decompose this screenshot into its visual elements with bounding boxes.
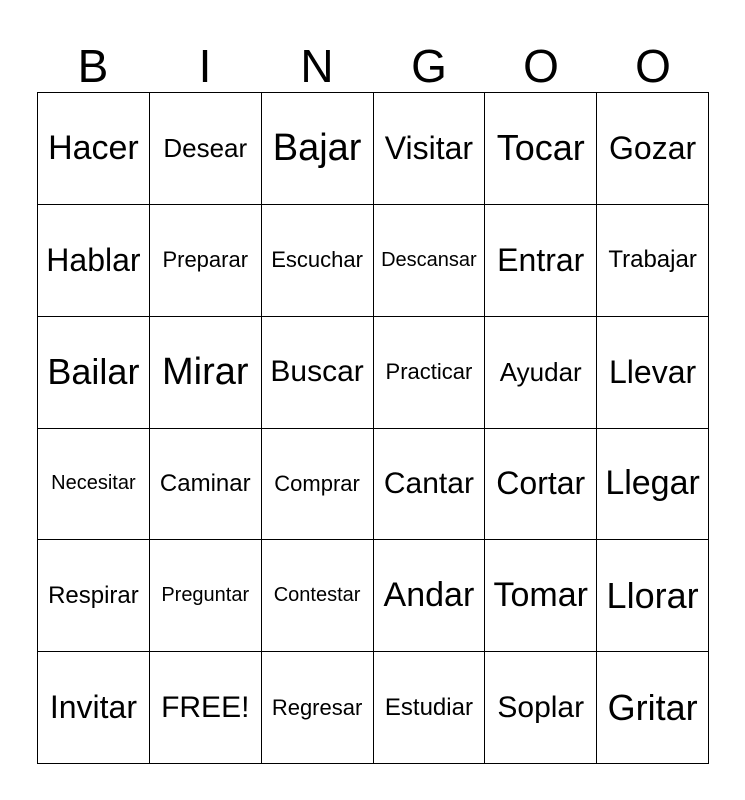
- bingo-cell: Comprar: [262, 429, 374, 541]
- bingo-cell: Llorar: [597, 540, 709, 652]
- bingo-cell: Practicar: [374, 317, 486, 429]
- bingo-cell: Andar: [374, 540, 486, 652]
- bingo-cell: Estudiar: [374, 652, 486, 764]
- bingo-cell: Cantar: [374, 429, 486, 541]
- bingo-cell: Visitar: [374, 93, 486, 205]
- header-letter-o-2: O: [635, 40, 671, 92]
- bingo-cell: Bailar: [38, 317, 150, 429]
- bingo-cell: Ayudar: [485, 317, 597, 429]
- bingo-cell: Tocar: [485, 93, 597, 205]
- bingo-cell: Llegar: [597, 429, 709, 541]
- bingo-cell: Entrar: [485, 205, 597, 317]
- bingo-cell: Hacer: [38, 93, 150, 205]
- bingo-cell: Regresar: [262, 652, 374, 764]
- bingo-card: [37, 92, 709, 764]
- bingo-cell: Soplar: [485, 652, 597, 764]
- bingo-cell: Desear: [150, 93, 262, 205]
- bingo-cell: Contestar: [262, 540, 374, 652]
- bingo-cell: Mirar: [150, 317, 262, 429]
- bingo-cell: Hablar: [38, 205, 150, 317]
- bingo-cell: Respirar: [38, 540, 150, 652]
- bingo-cell: Invitar: [38, 652, 150, 764]
- header-letter-n: N: [300, 40, 334, 92]
- bingo-cell: Caminar: [150, 429, 262, 541]
- bingo-cell: Escuchar: [262, 205, 374, 317]
- bingo-cell: Bajar: [262, 93, 374, 205]
- bingo-cell: Cortar: [485, 429, 597, 541]
- header-letter-b: B: [77, 40, 109, 92]
- header-letter-g: G: [411, 40, 447, 92]
- bingo-cell: Preparar: [150, 205, 262, 317]
- bingo-cell-free: FREE!: [150, 652, 262, 764]
- bingo-cell: Gritar: [597, 652, 709, 764]
- bingo-cell: Buscar: [262, 317, 374, 429]
- bingo-cell: Tomar: [485, 540, 597, 652]
- bingo-header: [37, 38, 709, 94]
- bingo-cell: Gozar: [597, 93, 709, 205]
- bingo-cell: Descansar: [374, 205, 486, 317]
- header-letter-i: I: [198, 40, 212, 92]
- bingo-cell: Llevar: [597, 317, 709, 429]
- bingo-cell: Necesitar: [38, 429, 150, 541]
- bingo-cell: Preguntar: [150, 540, 262, 652]
- header-letter-o: O: [523, 40, 559, 92]
- bingo-cell: Trabajar: [597, 205, 709, 317]
